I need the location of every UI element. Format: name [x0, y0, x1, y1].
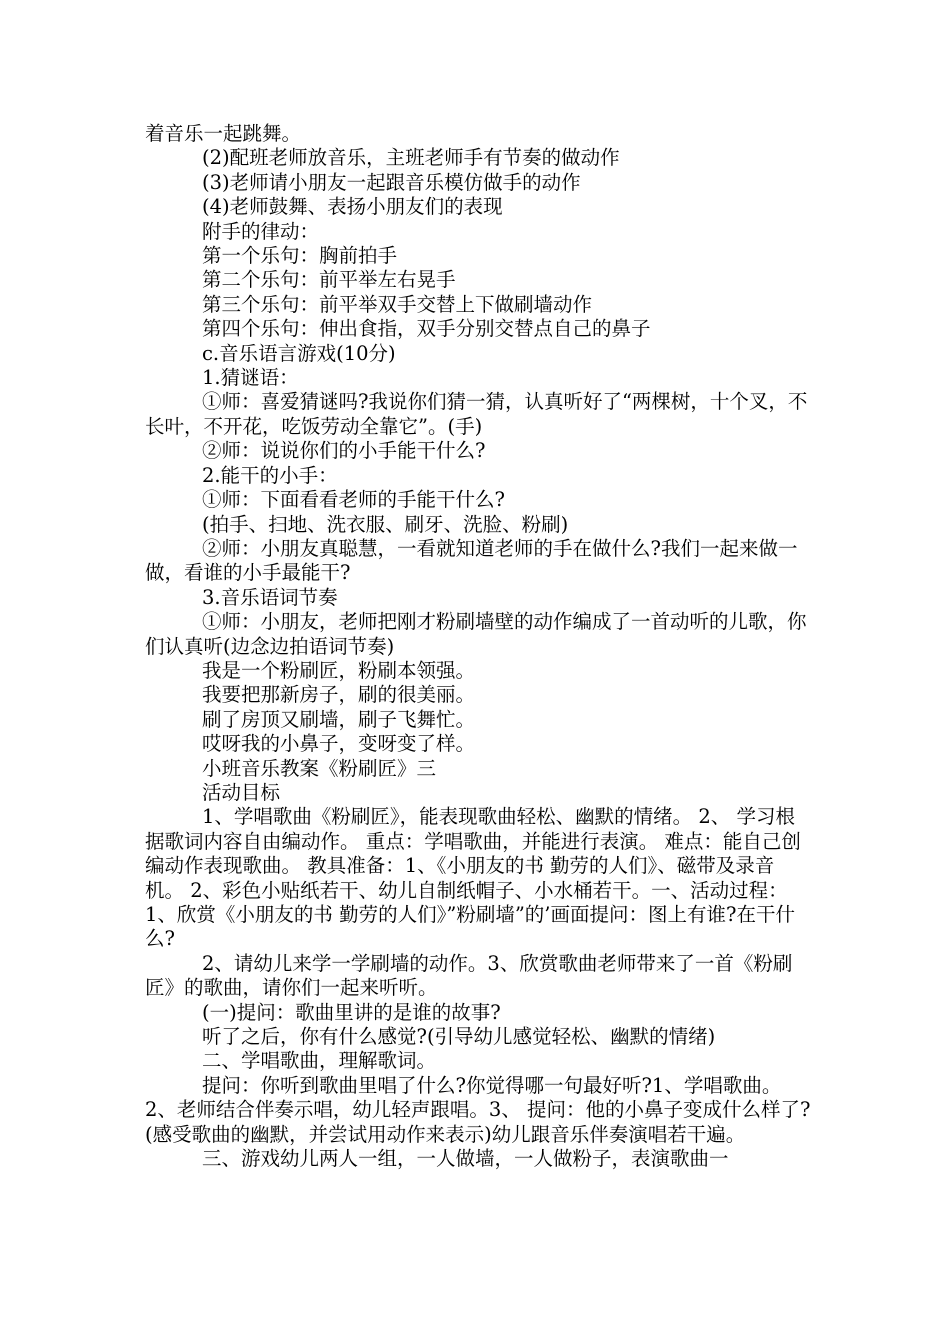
- paragraph: 1.猜谜语：: [202, 366, 299, 390]
- paragraph: 1、学唱歌曲《粉刷匠》，能表现歌曲轻松、幽默的情绪。 2、 学习根据歌词内容自由编动作。 重点：学唱歌曲，并能进行表演。 难点：能自己创编动作表现歌曲。 教具准备：1、《小朋友的书 勤劳的人们》、磁带及录音机。 2、彩色小贴纸若干、幼儿自制纸帽子、小水桶若干。一、活动过程：1、欣赏《小朋友的书 勤劳的人们》”粉刷墙”的’画面提问：图上有谁?在干什么?: [145, 805, 801, 951]
- paragraph: 哎呀我的小鼻子，变呀变了样。: [202, 732, 476, 756]
- paragraph: 小班音乐教案《粉刷匠》三: [202, 756, 437, 780]
- paragraph: ①师：喜爱猜谜吗?我说你们猜一猜，认真听好了“两棵树，十个叉，不长叶，不开花，吃饭劳动全靠它”。(手): [145, 390, 808, 438]
- paragraph: 我是一个粉刷匠，粉刷本领强。: [202, 658, 476, 682]
- paragraph: c.音乐语言游戏(10分): [202, 341, 396, 365]
- paragraph: 2.能干的小手：: [202, 463, 338, 487]
- paragraph: 3.音乐语词节奏: [202, 585, 338, 609]
- paragraph: 着音乐一起跳舞。: [145, 122, 302, 145]
- paragraph: 第二个乐句：前平举左右晃手: [202, 268, 456, 292]
- paragraph: (3)老师请小朋友一起跟音乐模仿做手的动作: [202, 170, 581, 194]
- paragraph: 第三个乐句：前平举双手交替上下做刷墙动作: [202, 292, 593, 316]
- paragraph: 2、请幼儿来学一学刷墙的动作。3、欣赏歌曲老师带来了一首《粉刷匠》的歌曲，请你们一起来听听。: [145, 951, 793, 1000]
- paragraph: 三、游戏幼儿两人一组，一人做墙，一人做粉子，表演歌曲一: [202, 1147, 729, 1171]
- paragraph: (4)老师鼓舞、表扬小朋友们的表现: [202, 195, 503, 219]
- paragraph: ①师：小朋友，老师把刚才粉刷墙壁的动作编成了一首动听的儿歌，你们认真听(边念边拍语词节奏): [145, 610, 807, 658]
- paragraph: (拍手、扫地、洗衣服、刷牙、洗脸、粉刷): [202, 512, 569, 536]
- paragraph: ②师：说说你们的小手能干什么?: [202, 439, 486, 463]
- paragraph: 提问：你听到歌曲里唱了什么?你觉得哪一句最好听?1、学唱歌曲。 2、老师结合伴奏示唱，幼儿轻声跟唱。3、 提问：他的小鼻子变成什么样了?(感受歌曲的幽默，并尝试用动作来表示)幼儿跟音乐伴奏演唱若干遍。: [145, 1073, 811, 1146]
- paragraph: ①师：下面看看老师的手能干什么?: [202, 488, 505, 512]
- paragraph: 第一个乐句：胸前拍手: [202, 244, 398, 268]
- paragraph: 二、学唱歌曲，理解歌词。: [202, 1049, 437, 1073]
- paragraph: 刷了房顶又刷墙，刷子飞舞忙。: [202, 707, 476, 731]
- document-page: [145, 122, 813, 1171]
- paragraph: ②师：小朋友真聪慧，一看就知道老师的手在做什么?我们一起来做一做，看谁的小手最能干?: [145, 536, 798, 585]
- paragraph: (一)提问：歌曲里讲的是谁的故事?: [202, 1000, 501, 1024]
- paragraph: 附手的律动：: [202, 219, 320, 243]
- paragraph: 第四个乐句：伸出食指，双手分别交替点自己的鼻子: [202, 317, 651, 341]
- paragraph: (2)配班老师放音乐，主班老师手有节奏的做动作: [202, 146, 620, 170]
- paragraph: 听了之后，你有什么感觉?(引导幼儿感觉轻松、幽默的情绪): [202, 1025, 716, 1049]
- paragraph: 活动目标: [202, 780, 281, 804]
- paragraph: 我要把那新房子，刷的很美丽。: [202, 683, 476, 707]
